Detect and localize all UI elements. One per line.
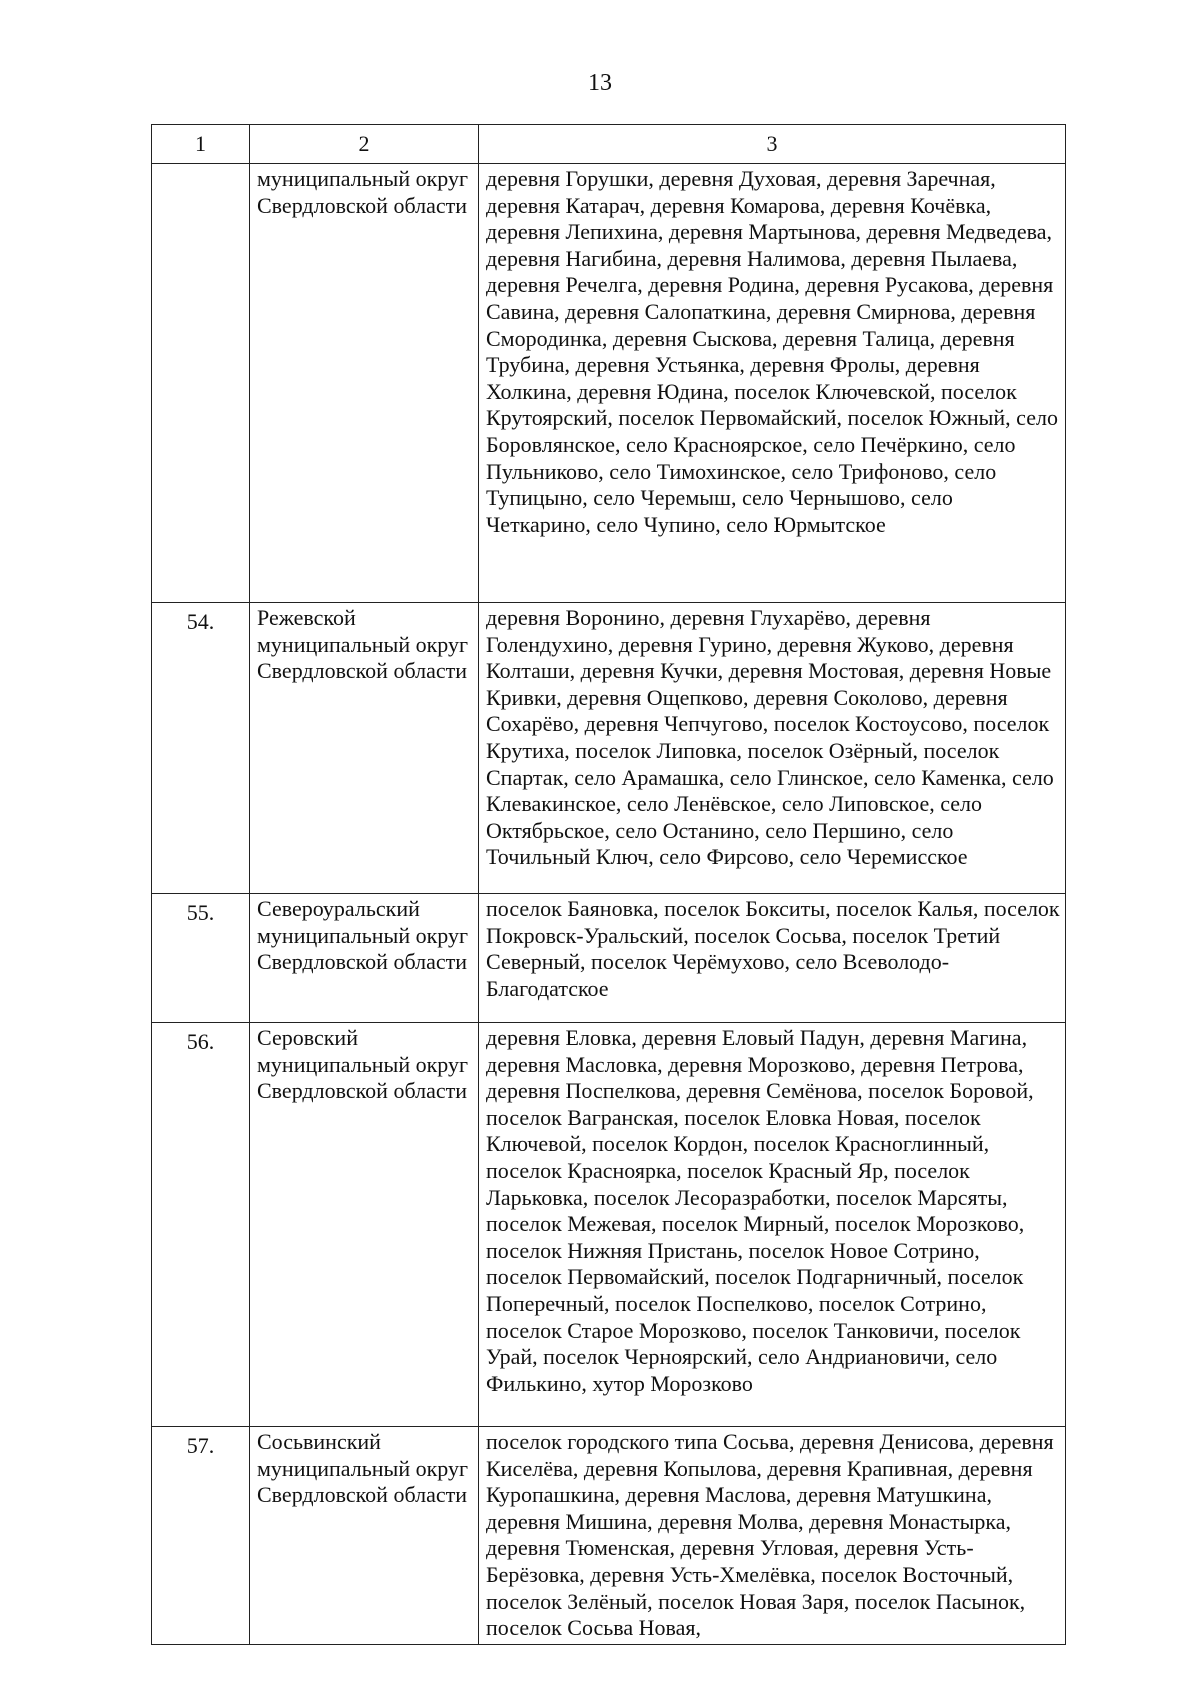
table-row bbox=[152, 894, 1066, 1023]
row-number bbox=[152, 164, 250, 603]
row-number: 56. bbox=[152, 1023, 250, 1427]
municipality-name: Североуральский муниципальный округ Свердловской области bbox=[250, 894, 479, 1023]
municipal-table bbox=[151, 124, 1066, 1645]
settlement-list: деревня Горушки, деревня Духовая, деревня Заречная, деревня Катарач, деревня Комарова, деревня Кочёвка, деревня Лепихина, деревня Мартынова, деревня Медведева, деревня Нагибина, деревня Налимова, деревня Пылаева, деревня Речелга, деревня Родина, деревня Русакова, деревня Савина, деревня Салопаткина, деревня Смирнова, деревня Смородинка, деревня Сыскова, деревня Талица, деревня Трубина, деревня Устьянка, деревня Фролы, деревня Холкина, деревня Юдина, поселок Ключевской, поселок Крутоярский, поселок Первомайский, поселок Южный, село Боровлянское, село Красноярское, село Печёркино, село Пульниково, село Тимохинское, село Трифоново, село Тупицыно, село Черемыш, село Чернышово, село Четкарино, село Чупино, село Юрмытское bbox=[479, 164, 1066, 603]
table-row bbox=[152, 603, 1066, 894]
row-number: 54. bbox=[152, 603, 250, 894]
settlement-list: деревня Воронино, деревня Глухарёво, деревня Голендухино, деревня Гурино, деревня Жуково, деревня Колташи, деревня Кучки, деревня Мостовая, деревня Новые Кривки, деревня Ощепково, деревня Соколово, деревня Сохарёво, деревня Чепчугово, поселок Костоусово, поселок Крутиха, поселок Липовка, поселок Озёрный, поселок Спартак, село Арамашка, село Глинское, село Каменка, село Клевакинское, село Ленёвское, село Липовское, село Октябрьское, село Останино, село Першино, село Точильный Ключ, село Фирсово, село Черемисское bbox=[479, 603, 1066, 894]
municipality-name: Режевской муниципальный округ Свердловской области bbox=[250, 603, 479, 894]
table-row bbox=[152, 1427, 1066, 1645]
municipality-name: Серовский муниципальный округ Свердловской области bbox=[250, 1023, 479, 1427]
column-header-3: 3 bbox=[479, 125, 1066, 164]
row-number: 55. bbox=[152, 894, 250, 1023]
column-header-1: 1 bbox=[152, 125, 250, 164]
table-header-row bbox=[152, 125, 1066, 164]
municipality-name: Сосьвинский муниципальный округ Свердловской области bbox=[250, 1427, 479, 1645]
municipality-name: муниципальный округ Свердловской области bbox=[250, 164, 479, 603]
table-row bbox=[152, 164, 1066, 603]
settlement-list: деревня Еловка, деревня Еловый Падун, деревня Магина, деревня Масловка, деревня Морозково, деревня Петрова, деревня Поспелкова, деревня Семёнова, поселок Боровой, поселок Вагранская, поселок Еловка Новая, поселок Ключевой, поселок Кордон, поселок Красноглинный, поселок Красноярка, поселок Красный Яр, поселок Ларьковка, поселок Лесоразработки, поселок Марсяты, поселок Межевая, поселок Мирный, поселок Морозково, поселок Нижняя Пристань, поселок Новое Сотрино, поселок Первомайский, поселок Подгарничный, поселок Поперечный, поселок Поспелково, поселок Сотрино, поселок Старое Морозково, поселок Танковичи, поселок Урай, поселок Черноярский, село Андриановичи, село Филькино, хутор Морозково bbox=[479, 1023, 1066, 1427]
page-number: 13 bbox=[588, 70, 612, 96]
table-row bbox=[152, 1023, 1066, 1427]
row-number: 57. bbox=[152, 1427, 250, 1645]
settlement-list: поселок городского типа Сосьва, деревня Денисова, деревня Киселёва, деревня Копылова, деревня Крапивная, деревня Куропашкина, деревня Маслова, деревня Матушкина, деревня Мишина, деревня Молва, деревня Монастырка, деревня Тюменская, деревня Угловая, деревня Усть-Берёзовка, деревня Усть-Хмелёвка, поселок Восточный, поселок Зелёный, поселок Новая Заря, поселок Пасынок, поселок Сосьва Новая, bbox=[479, 1427, 1066, 1645]
column-header-2: 2 bbox=[250, 125, 479, 164]
settlement-list: поселок Баяновка, поселок Бокситы, поселок Калья, поселок Покровск-Уральский, поселок Сосьва, поселок Третий Северный, поселок Черёмухово, село Всеволодо-Благодатское bbox=[479, 894, 1066, 1023]
